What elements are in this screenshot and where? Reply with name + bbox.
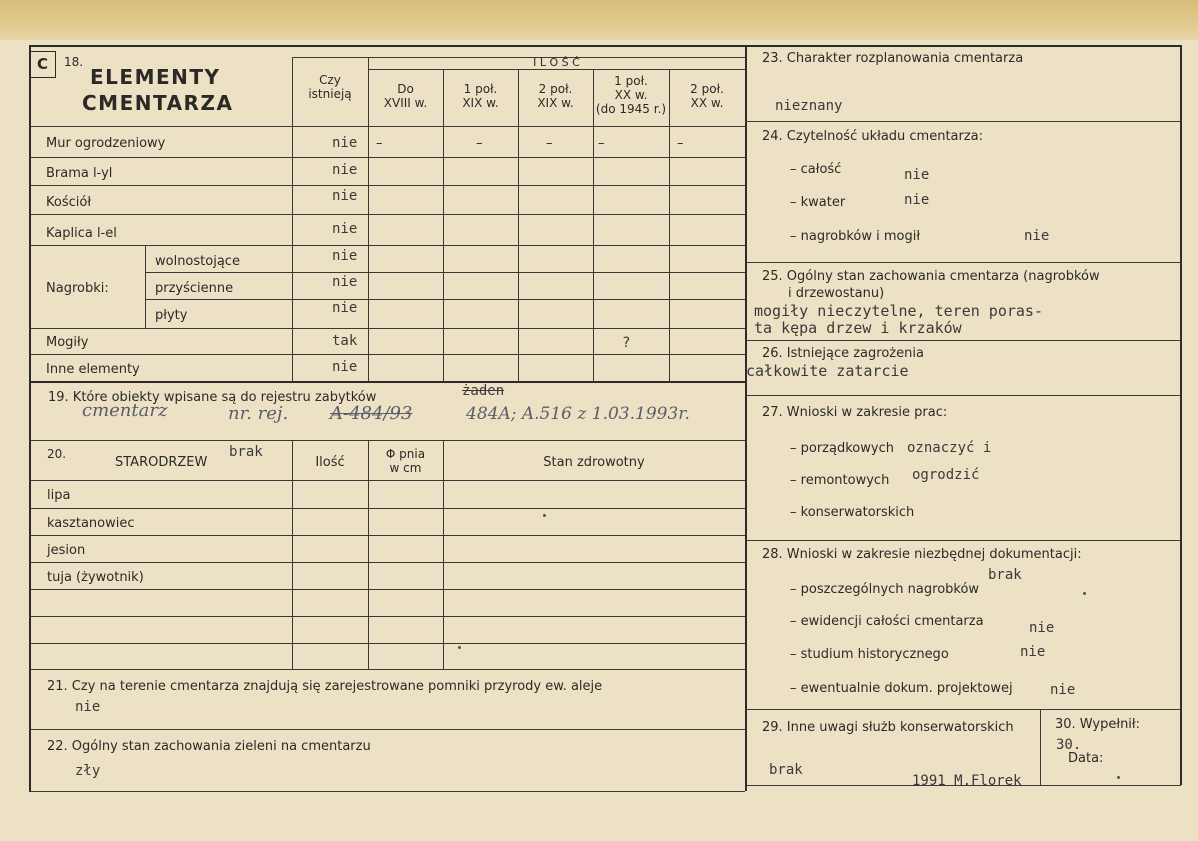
- s19-bottom: [29, 440, 745, 441]
- s23-value: nieznany: [775, 98, 843, 114]
- period3-line1: 2 poł.: [538, 82, 573, 96]
- s20-col-fi-line1: Φ pnia: [385, 447, 426, 461]
- s27-bottom: [745, 540, 1181, 541]
- row-label-mur: Mur ogrodzeniowy: [46, 136, 166, 151]
- s20-col-stan: Stan zdrowotny: [543, 455, 645, 470]
- period1-line1: Do: [397, 82, 414, 96]
- nagrobki-label: Nagrobki:: [46, 281, 109, 296]
- s28-item4-label: – ewentualnie dokum. projektowej: [790, 681, 1013, 696]
- s21-label: 21. Czy na terenie cmentarza znajdują się zarejestrowane pomniki przyrody ew. aleje: [47, 679, 603, 694]
- nagrobki-przyscienne-value: nie: [332, 274, 358, 290]
- row-value-brama: nie: [332, 162, 358, 178]
- s30-date-label: Data:: [1068, 751, 1104, 766]
- s18-vline-period5: [669, 70, 670, 381]
- row-line: [29, 245, 745, 246]
- s25-bottom: [745, 340, 1181, 341]
- col-exists-line2: istnieją: [308, 87, 352, 101]
- s28-label: 28. Wnioski w zakresie niezbędnej dokumentacji:: [762, 547, 1082, 562]
- s29-value: brak: [769, 762, 803, 778]
- s28-item1-label: – poszczególnych nagrobków: [790, 582, 980, 597]
- nagrobki-przyscienne-label: przyścienne: [155, 281, 234, 296]
- row-line: [145, 299, 745, 300]
- s29-label: 29. Inne uwagi służb konserwatorskich: [762, 720, 1014, 735]
- row-line: [29, 185, 745, 186]
- s18-ilosc-underline: [368, 69, 745, 70]
- row-line: [29, 214, 745, 215]
- period2-line2: XIX w.: [462, 96, 499, 110]
- s20-vline-stan: [443, 440, 444, 669]
- row-line: [29, 328, 745, 329]
- s26-label: 26. Istniejące zagrożenia: [762, 346, 924, 361]
- dash-period2: –: [476, 136, 483, 151]
- row-label-kosciol: Kościół: [46, 195, 92, 210]
- row-value-kosciol: nie: [332, 188, 358, 204]
- s28-item1-value: brak: [988, 567, 1022, 583]
- frame-right: [1180, 45, 1182, 785]
- period5-line1: 2 poł.: [690, 82, 724, 96]
- s27-label: 27. Wnioski w zakresie prac:: [762, 405, 948, 420]
- s19-handwritten-nr-rej: nr. rej.: [228, 403, 289, 424]
- s27-item3-label: – konserwatorskich: [790, 505, 915, 520]
- s25-label-line2: i drzewostanu): [788, 286, 885, 301]
- s25-label-line1: 25. Ogólny stan zachowania cmentarza (nagrobków: [762, 269, 1100, 284]
- s20-row-line: [29, 508, 745, 509]
- s19-label: 19. Które obiekty wpisane są do rejestru zabytków: [48, 390, 377, 405]
- corner-letter-box: C: [29, 51, 56, 78]
- s30-label: 30. Wypełnił:: [1055, 717, 1140, 732]
- s24-item3-value: nie: [1024, 228, 1050, 244]
- s24-item1-value: nie: [904, 167, 930, 183]
- adhesive-tape-strip: [0, 0, 1198, 40]
- s22-value: zły: [75, 763, 101, 779]
- s19-handwritten-register-number: 484A; A.516 z 1.03.1993r.: [466, 404, 690, 424]
- nagrobki-plyty-label: płyty: [155, 308, 188, 323]
- s19-struck-text: żaden: [462, 383, 505, 399]
- col-ilosc-header: I L O Ś Ć: [533, 56, 580, 69]
- s30-divider: [1040, 709, 1041, 785]
- s24-item2-value: nie: [904, 192, 930, 208]
- s19-handwritten-struck-number: A-484/93: [330, 403, 413, 424]
- row-value-mogily: tak: [332, 333, 358, 349]
- row-label-inne: Inne elementy: [46, 362, 140, 377]
- frame-top: [29, 45, 1181, 47]
- s20-vline-ilosc: [292, 440, 293, 669]
- ink-dot: [1117, 776, 1120, 779]
- dash-period3: –: [546, 136, 553, 151]
- ink-dot: [458, 646, 461, 649]
- s30-number: 30.: [1056, 737, 1082, 753]
- s28-item3-label: – studium historycznego: [790, 647, 949, 662]
- s23-label: 23. Charakter rozplanowania cmentarza: [762, 51, 1024, 66]
- s20-vline-fi: [368, 440, 369, 669]
- s21-bottom: [29, 729, 745, 730]
- s18-vline-period2: [443, 70, 444, 381]
- dash-period1: –: [376, 136, 383, 151]
- period1-line2: XVIII w.: [383, 96, 428, 110]
- period4-line2: XX w.: [614, 88, 648, 102]
- row-line: [29, 157, 745, 158]
- period4-line1: 1 poł.: [614, 74, 648, 88]
- s23-bottom: [745, 121, 1181, 122]
- nagrobki-wolnostojace-value: nie: [332, 248, 358, 264]
- s20-header-bottom: [29, 480, 745, 481]
- s22-label: 22. Ogólny stan zachowania zieleni na cmentarzu: [47, 739, 371, 754]
- s24-label: 24. Czytelność układu cmentarza:: [762, 129, 984, 144]
- s18-vline-period3: [518, 70, 519, 381]
- s18-vline-exists: [292, 57, 293, 381]
- frame-bottom-left: [29, 791, 745, 792]
- s20-bottom: [29, 669, 745, 670]
- s18-bottom: [29, 381, 745, 383]
- s18-number: 18.: [64, 55, 84, 69]
- s27-item1-label: – porządkowych: [790, 441, 894, 456]
- ink-dot: [1083, 592, 1086, 595]
- s20-row-line: [29, 643, 745, 644]
- nagrobki-wolnostojace-label: wolnostojące: [155, 254, 240, 269]
- s28-item2-value: nie: [1029, 620, 1055, 636]
- s19-handwritten-cmentarz: cmentarz: [82, 400, 168, 421]
- s28-item2-label: – ewidencji całości cmentarza: [790, 614, 984, 629]
- s20-row-line: [29, 589, 745, 590]
- s26-bottom: [745, 395, 1181, 396]
- tree-kasztanowiec: kasztanowiec: [47, 516, 135, 531]
- s24-bottom: [745, 262, 1181, 263]
- tree-tuja: tuja (żywotnik): [47, 570, 144, 585]
- dash-period4: –: [598, 136, 605, 151]
- s28-bottom: [745, 709, 1181, 710]
- mogily-period-mark: ?: [622, 335, 631, 351]
- s20-col-fi-line2: w cm: [389, 461, 422, 475]
- s18-header-bottom: [29, 126, 745, 127]
- period5-line2: XX w.: [690, 96, 724, 110]
- s20-title: STARODRZEW: [115, 455, 208, 470]
- s21-value: nie: [75, 699, 101, 715]
- s20-note-brak: brak: [229, 444, 263, 460]
- column-divider: [745, 45, 747, 791]
- s18-vline-period4: [593, 70, 594, 381]
- s20-row-line: [29, 616, 745, 617]
- col-exists-line1: Czy: [319, 73, 341, 87]
- row-value-inne: nie: [332, 359, 358, 375]
- row-label-kaplica: Kaplica l-el: [46, 226, 117, 241]
- s27-item2-value: ogrodzić: [912, 467, 980, 483]
- row-label-mogily: Mogiły: [46, 335, 89, 350]
- s24-item2-label: – kwater: [790, 195, 846, 210]
- nagrobki-divider: [145, 245, 146, 328]
- s27-item2-label: – remontowych: [790, 473, 890, 488]
- s20-number: 20.: [47, 447, 67, 461]
- s25-value-line2: ta kępa drzew i krzaków: [754, 319, 962, 337]
- s27-item1-value: oznaczyć i: [907, 440, 992, 456]
- s18-title-line1: ELEMENTY: [90, 65, 221, 89]
- tree-jesion: jesion: [47, 543, 86, 558]
- row-line: [29, 354, 745, 355]
- row-line: [145, 272, 745, 273]
- ink-dot: [543, 514, 546, 517]
- row-label-brama: Brama l-yl: [46, 166, 113, 181]
- nagrobki-plyty-value: nie: [332, 300, 358, 316]
- s28-item3-value: nie: [1020, 644, 1046, 660]
- s20-row-line: [29, 535, 745, 536]
- s24-item3-label: – nagrobków i mogił: [790, 229, 921, 244]
- s26-value: całkowite zatarcie: [746, 362, 909, 380]
- period2-line1: 1 poł.: [463, 82, 498, 96]
- s20-col-ilosc: Ilość: [315, 455, 345, 470]
- period4-line3: (do 1945 r.): [595, 102, 667, 116]
- row-value-kaplica: nie: [332, 221, 358, 237]
- s28-item4-value: nie: [1050, 682, 1076, 698]
- dash-period5: –: [677, 136, 684, 151]
- s20-row-line: [29, 562, 745, 563]
- tree-lipa: lipa: [47, 488, 71, 503]
- s25-value-line1: mogiły nieczytelne, teren poras-: [754, 302, 1043, 320]
- s30-signature: 1991 M.Florek: [912, 773, 1022, 789]
- s18-title-line2: CMENTARZA: [82, 91, 234, 115]
- row-value-mur: nie: [332, 135, 358, 151]
- period3-line2: XIX w.: [537, 96, 574, 110]
- s24-item1-label: – całość: [790, 162, 842, 177]
